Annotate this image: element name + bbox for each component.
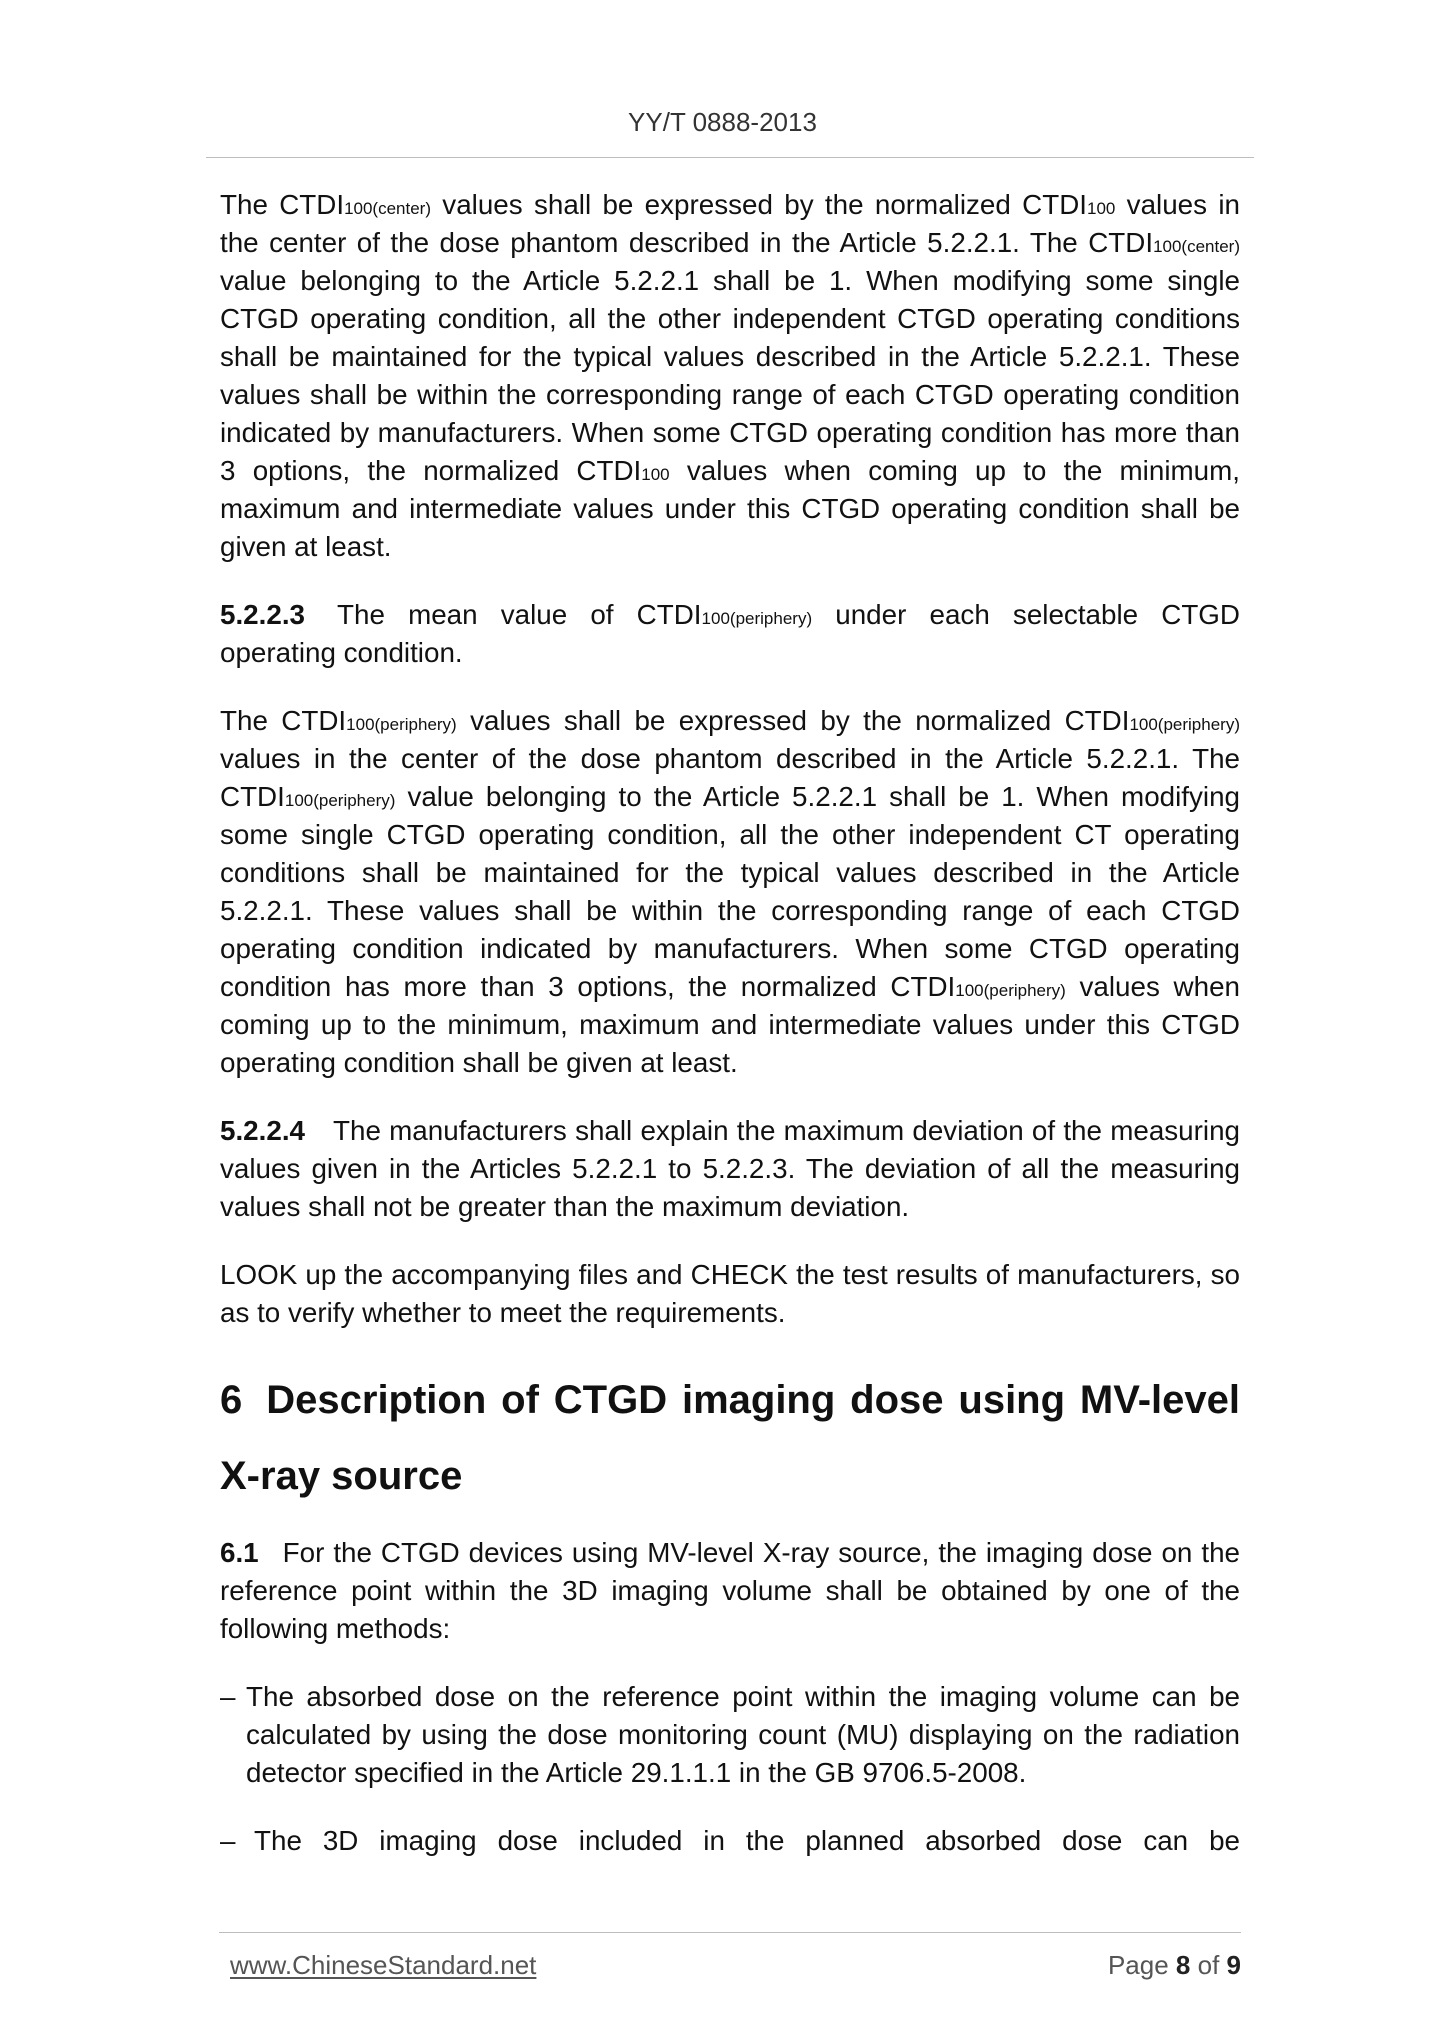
clause-number: 5.2.2.4 <box>220 1115 306 1146</box>
subscript: 100(periphery) <box>284 791 396 810</box>
page-header: YY/T 0888-2013 <box>628 107 817 137</box>
list-item-text: The 3D imaging dose included in the planned absorbed dose can be <box>254 1825 1240 1856</box>
subscript: 100(periphery) <box>346 715 457 734</box>
text-span: The CTDI <box>220 189 345 220</box>
page-label: Page <box>1107 1950 1169 1980</box>
subscript: 100(center) <box>344 199 431 218</box>
section-6-heading <box>220 1362 1240 1514</box>
text-span: values shall be expressed by the normalized CTDI <box>456 705 1130 736</box>
list-item-text: The absorbed dose on the reference point within the imaging volume can be calculated by using the dose monitoring count (MU) displaying on the radiation detector specified in the Article 29.1.1.1 in the GB 9706.5-2008. <box>246 1681 1240 1788</box>
text-span: under each selectable CTGD operating condition. <box>220 599 1240 668</box>
of-label: of <box>1197 1950 1220 1980</box>
header-divider <box>206 157 1254 158</box>
document-body <box>220 186 1240 1890</box>
text-span: value belonging to the Article 5.2.2.1 shall be 1. When modifying some single CTGD operating condition, all the other independent CTGD operating conditions shall be maintained for the typical values described in the Article 5.2.2.1. These values shall be within the corresponding range of each CTGD operating condition indicated by manufacturers. When some CTGD operating condition has more than 3 options, the normalized CTDI <box>220 265 1240 486</box>
clause-6-1 <box>220 1534 1240 1648</box>
dash-bullet: – <box>220 1681 236 1712</box>
text-span: values when coming up to the minimum, maximum and intermediate values under this CTGD operating condition shall be given at least. <box>220 455 1240 562</box>
list-item <box>220 1678 1240 1792</box>
section-title: Description of CTGD imaging dose using MV-level X-ray source <box>220 1378 1240 1498</box>
subscript: 100(center) <box>1153 237 1240 256</box>
clause-text: For the CTGD devices using MV-level X-ray source, the imaging dose on the reference point within the 3D imaging volume shall be obtained by one of the following methods: <box>220 1537 1240 1644</box>
total-pages: 9 <box>1226 1950 1241 1980</box>
text-span: value belonging to the Article 5.2.2.1 shall be 1. When modifying some single CTGD operating condition, all the other independent CT operating conditions shall be maintained for the typical values described in the Article 5.2.2.1. These values shall be within the corresponding range of each CTGD operating condition indicated by manufacturers. When some CTGD operating condition has more than 3 options, the normalized CTDI <box>220 781 1240 1002</box>
footer-site-link[interactable]: www.ChineseStandard.net <box>230 1950 537 1980</box>
text-span: The mean value of CTDI <box>337 599 702 630</box>
paragraph-ctdi-center <box>220 186 1240 566</box>
clause-5-2-2-4 <box>220 1112 1240 1226</box>
subscript: 100(periphery) <box>955 981 1066 1000</box>
subscript: 100(periphery) <box>1129 715 1240 734</box>
text-span: values in the center of the dose phantom described in the Article 5.2.2.1. The CTDI <box>220 189 1240 258</box>
text-span: values shall be expressed by the normalized CTDI <box>431 189 1087 220</box>
text-span: values when coming up to the minimum, maximum and intermediate values under this CTGD operating condition shall be given at least. <box>220 971 1240 1078</box>
subscript: 100 <box>1087 199 1116 218</box>
text-span: values in the center of the dose phantom described in the Article 5.2.2.1. The CTDI <box>220 743 1240 812</box>
subscript: 100(periphery) <box>701 609 813 628</box>
paragraph-verification: LOOK up the accompanying files and CHECK the test results of manufacturers, so as to verify whether to meet the requirements. <box>220 1259 1240 1328</box>
clause-text: The manufacturers shall explain the maximum deviation of the measuring values given in the Articles 5.2.2.1 to 5.2.2.3. The deviation of all the measuring values shall not be greater than the maximum deviation. <box>220 1115 1240 1222</box>
dash-bullet: – <box>220 1825 236 1856</box>
page-indicator <box>1108 1950 1241 1981</box>
text-span: The CTDI <box>220 705 347 736</box>
list-item <box>220 1822 1240 1860</box>
clause-5-2-2-3 <box>220 596 1240 672</box>
paragraph-ctdi-periphery <box>220 702 1240 1082</box>
subscript: 100 <box>641 465 670 484</box>
clause-number: 5.2.2.3 <box>220 599 306 630</box>
clause-number: 6.1 <box>220 1537 259 1568</box>
footer-divider <box>219 1932 1241 1933</box>
section-number: 6 <box>220 1378 243 1422</box>
current-page: 8 <box>1175 1950 1191 1980</box>
